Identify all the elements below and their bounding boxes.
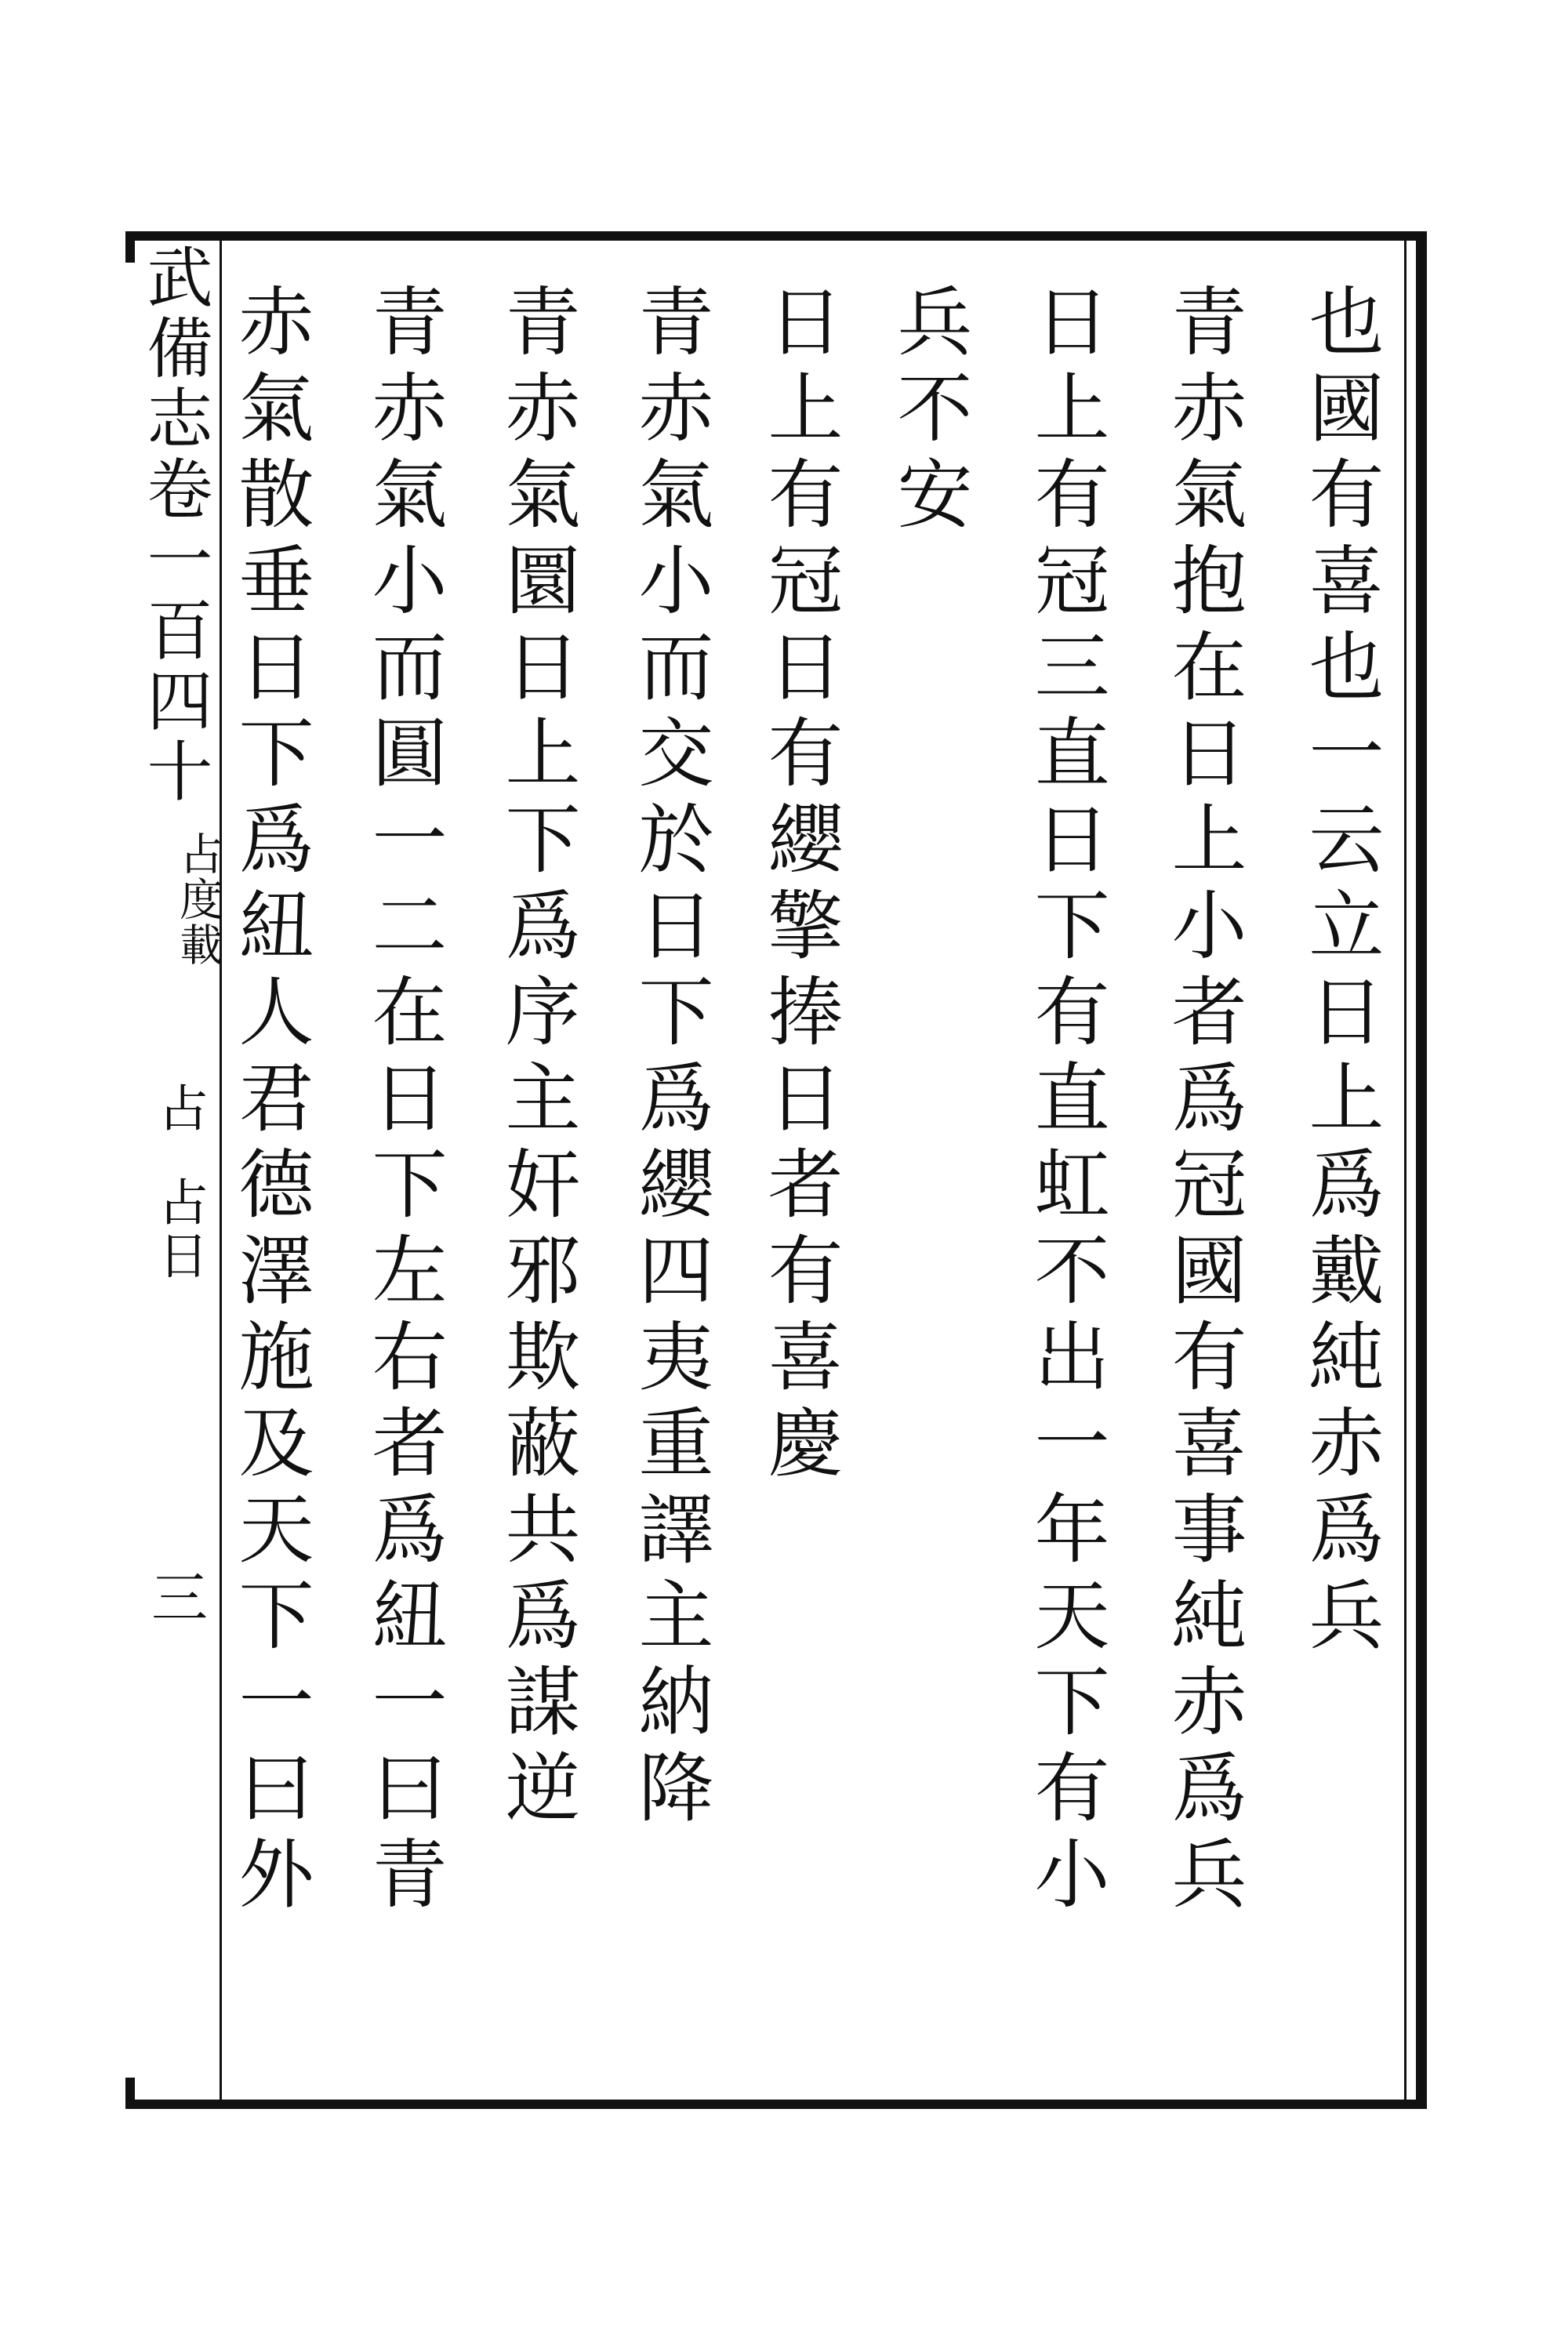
chapter-label: 占 (150, 1082, 208, 1140)
text-column-4: 兵不安 (885, 282, 973, 541)
text-column-8: 青赤氣小而圓一二在日下左右者爲紐一曰青 (360, 282, 448, 1921)
page-number: 三 (142, 1568, 208, 1624)
text-column-6: 青赤氣小而交於日下爲纓四夷重譯主納降 (626, 282, 714, 1835)
text-column-9: 赤氣散垂日下爲紐人君德澤施及天下一曰外 (227, 282, 314, 1921)
frame-corner-bottom (125, 2078, 135, 2109)
text-column-2: 青赤氣抱在日上小者爲冠國有喜事純赤爲兵 (1160, 282, 1247, 1921)
text-column-3: 日上有冠三直日下有直虹不出一年天下有小 (1022, 282, 1110, 1921)
text-column-1: 也國有喜也一云立日上爲戴純赤爲兵 (1297, 282, 1385, 1662)
section-label: 占日 (150, 1176, 208, 1283)
book-title: 武備志卷一百四十 (136, 243, 213, 808)
book-subtitle: 占度載 (172, 831, 223, 967)
text-column-7: 青赤氣圜日上下爲序主奸邪欺蔽共爲謀逆 (493, 282, 581, 1835)
text-column-5: 日上有冠日有纓擎捧日者有喜慶 (756, 282, 844, 1490)
